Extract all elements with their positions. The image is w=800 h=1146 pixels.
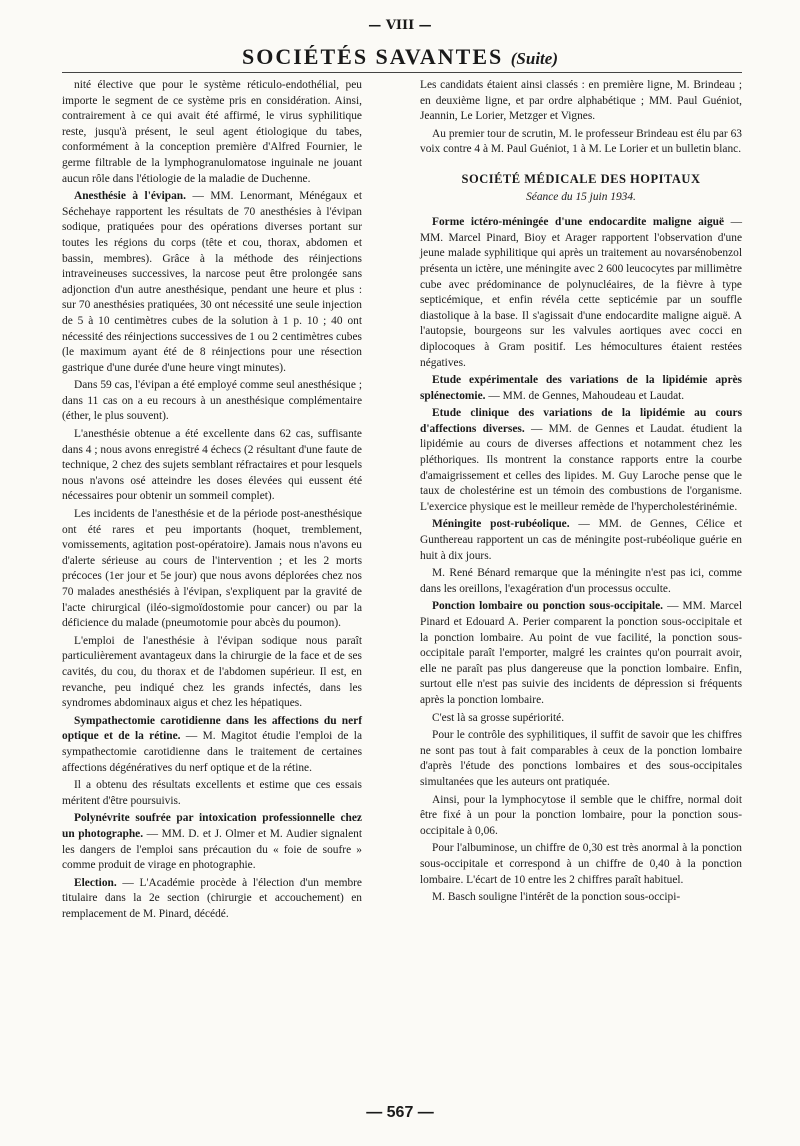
section-title: SOCIÉTÉ MÉDICALE DES HOPITAUX — [461, 171, 701, 186]
paragraph-text: M. René Bénard remarque que la méningite n'est pas ici, comme dans les oreillons, l'exagération d'un processus occulte. — [420, 567, 742, 595]
paragraph-heading: Méningite post-rubéolique. — [432, 518, 570, 531]
paragraph-text: Les candidats étaient ainsi classés : en première ligne, M. Brindeau ; en deuxième ligne, et par ordre alphabétique ; MM. Paul Guéniot, Jeannin, Le Lorier, Metzger et Vignes. — [420, 79, 742, 123]
paragraph — [62, 78, 362, 187]
paragraph-text: Les incidents de l'anesthésie et de la période post-anesthésique ont été rares et peu importants (hoquet, tremblement, vomissements, agitation post-opératoire). Jamais nous n'avons eu d'alerte sérieuse au cours de l'intervention ; et les 2 morts précoces (1er jour et 5e jour) que nous avons déplorées chez nos 70 malades anesthésiés à l'évipan, s'expliquent par la gravité de l'acte chirurgical (iléo-sigmoïdostomie pour cancer) ou par la déficience du malade (pneumotomie pour abcès du poumon). — [62, 508, 362, 630]
left-column — [62, 78, 362, 924]
paragraph — [62, 876, 362, 923]
paragraph-heading: Polynévrite soufrée par intoxication professionnelle chez un photographe. — [62, 812, 362, 840]
paragraph-heading: Etude clinique des variations de la lipidémie au cours d'affections diverses. — [420, 407, 742, 435]
paragraph-heading: Election. — [74, 876, 117, 889]
paragraph — [420, 566, 742, 597]
paragraph — [420, 890, 742, 906]
paragraph-text: Pour le contrôle des syphilitiques, il suffit de savoir que les chiffres ne sont pas tout à fait comparables à ceux de la ponction lombaire d'après l'étude des ponctions lombaires et des sous-occipitales simultanées que les auteurs ont pratiquée. — [420, 729, 742, 788]
paragraph-text: — MM. Marcel Pinard, Bioy et Arager rapportent l'observation d'une jeune malade syphilitique qui après un traitement au novarsénobenzol présenta un ictère, une méningite avec 2 600 leucocytes par millimètre cube avec prédominance de polynucléaires, de la fièvre à type septicémique, et enfin révéla cette septicémie par un souffle diastolique à la base. Il s'agissait d'une endocardite maligne aiguë. A l'autopsie, bourgeons sur les valvules aortiques avec cocci en diplocoques à Gram positif. Les hémocultures étaient restées négatives. — [420, 216, 742, 369]
paragraph — [62, 778, 362, 809]
folio-roman: — VIII — — [368, 18, 432, 33]
paragraph — [62, 378, 362, 425]
paragraph-text: — MM. D. et J. Olmer et M. Audier signalent les dangers de l'emploi sans précaution du « foie de soufre » comme produit de virage en photographie. — [62, 827, 362, 872]
paragraph-text: Ainsi, pour la lymphocytose il semble que le chiffre, normal doit être fixé à un pour la ponction lombaire, pour la ponction sous-occipitale à 0,06. — [420, 793, 742, 837]
paragraph — [420, 406, 742, 515]
paragraph — [420, 373, 742, 404]
paragraph-text: L'emploi de l'anesthésie à l'évipan sodique nous paraît particulièrement avantageux dans la chirurgie de la face et de ses cavités, du cou, du thorax et de l'abdomen supérieur. Il est, en revanche, peu indiqué chez les grands infectés, dans les syndromes abdominaux aigus et chez les hépatiques. — [62, 634, 362, 710]
header-title: SOCIÉTÉS SAVANTES — [242, 44, 504, 69]
paragraph — [420, 728, 742, 790]
page-header — [0, 44, 800, 70]
paragraph — [62, 507, 362, 632]
paragraph-text: — MM. de Gennes, Mahoudeau et Laudat. — [485, 389, 685, 402]
seance-date: Séance du 15 juin 1934. — [526, 190, 636, 203]
header-rule — [62, 72, 742, 73]
right-column — [420, 78, 742, 908]
paragraph — [420, 841, 742, 888]
paragraph-text: — MM. de Gennes, Célice et Gunthereau rapportent un cas de méningite post-rubéolique guérie en huit à dix jours. — [420, 518, 742, 562]
paragraph-text: C'est là sa grosse supériorité. — [432, 711, 565, 724]
paragraph-heading: Ponction lombaire ou ponction sous-occipitale. — [432, 600, 663, 613]
paragraph-heading: Etude expérimentale des variations de la lipidémie après splénectomie. — [420, 374, 742, 402]
header-suite: (Suite) — [510, 49, 558, 68]
paragraph-text: Au premier tour de scrutin, M. le professeur Brindeau est élu par 63 voix contre 4 à M. Paul Guéniot, 1 à M. Le Lorier et un bulletin blanc. — [420, 127, 742, 156]
paragraph — [420, 711, 742, 727]
paragraph — [62, 811, 362, 873]
paragraph-text: — MM. de Gennes et Laudat. étudient la lipidémie au cours de diverses affections et notamment chez les pléthoriques. Ils montrent la constance rapports entre la courbe d'amaigrissement et celles des lipides. M. Guy Laroche pense que le taux de cholestérine est un témoin des combustions de l'organisme. L'exercice physique est le meilleur remède de l'hypercholestérinémie. — [420, 422, 742, 513]
right-column-top — [420, 78, 742, 158]
paragraph — [420, 599, 742, 708]
paragraph-text: Dans 59 cas, l'évipan a été employé comme seul anesthésique ; dans 11 cas on a eu recours à un anesthésique complémentaire (éther, le plus souvent). — [62, 379, 362, 423]
paragraph-text: — MM. Lenormant, Ménégaux et Séchehaye rapportent les résultats de 70 anesthésies à l'évipan sodique, pratiquées pour des opérations diverses portant sur toutes les régions du corps (tête et cou, thorax, abdomen et bassin, membres). Grâce à la méthode des réinjections intraveineuses successives, la narcose peut être prolongée sans adjonction d'un autre anesthésique, pendant une heure et plus : sur 70 anesthésies pratiquées, 30 ont nécessité une seule injection de 5 à 10 centimètres cubes de la solution à 1 p. 10 ; 40 ont nécessité des réinjections successives de 1 ou 2 centimètres cubes (le maximum ayant été de 8 réinjections pour une résection gastrique d'une durée d'une heure vingt minutes). — [62, 190, 362, 374]
paragraph-text: M. Basch souligne l'intérêt de la ponction sous-occipi- — [432, 891, 681, 904]
paragraph — [62, 634, 362, 712]
paragraph — [420, 215, 742, 371]
paragraph-text: nité élective que pour le système réticulo-endothélial, peu importe le segment de ce système pris en considération. Ainsi, contrairement à ce qui avait été affirmé, le virus syphilitique reste, jusqu'à présent, le seul agent étiologique du tabes, conformément à la conception première d'Alfred Fournier, le germe filtrable de la lymphogranulomatose inguinale ne jouant aucun rôle dans l'étiologie de la maladie de Duchenne. — [62, 79, 362, 185]
paragraph — [62, 714, 362, 776]
paragraph-text: Pour l'albuminose, un chiffre de 0,30 est très anormal à la ponction sous-occipitale et correspond à un chiffre de 0,40 à la ponction lombaire. L'écart de 10 entre les 2 chiffres paraît habituel. — [420, 842, 742, 886]
paragraph-text: — M. Magitot étudie l'emploi de la sympathectomie carotidienne dans le traitement de certaines affections dégénératives du nerf optique et de la rétine. — [62, 730, 362, 774]
paragraph-heading: Anesthésie à l'évipan. — [74, 190, 186, 203]
paragraph-text: Il a obtenu des résultats excellents et estime que ces essais méritent d'être poursuivis. — [62, 779, 362, 807]
paragraph — [420, 127, 742, 158]
paragraph-heading: Sympathectomie carotidienne dans les affections du nerf optique et de la rétine. — [62, 714, 362, 743]
paragraph-text: L'anesthésie obtenue a été excellente dans 62 cas, suffisante dans 4 ; nous avons enregistré 4 échecs (2 résultant d'une faute de technique, 2 chez des sujets semblant réfractaires et pour lesquels nous n'avons osé atteindre les doses élevées qui eussent été nécessaires pour obtenir un sommeil complet). — [62, 428, 362, 503]
paragraph — [420, 517, 742, 564]
paragraph-text: — MM. Marcel Pinard et Edouard A. Perier comparent la ponction sous-occipitale et la ponction lombaire. Au point de vue facilité, la ponction sous-occipitale paraît l'emporter, malgré les craintes qu'on pourrait avoir, elle ne paraît pas plus dangereuse que la ponction lombaire. Enfin, surtout elle n'est pas suivie des incidents de dépression si fréquents après la ponction lombaire. — [420, 600, 742, 706]
paragraph-heading: Forme ictéro-méningée d'une endocardite maligne aiguë — [432, 216, 725, 229]
paragraph — [62, 189, 362, 376]
paragraph — [62, 427, 362, 505]
paragraph — [420, 78, 742, 125]
paragraph-text: — L'Académie procède à l'élection d'un membre titulaire dans la 2e section (chirurgie et accouchement) en remplacement de M. Pinard, décédé. — [62, 876, 362, 920]
right-column-main — [420, 215, 742, 906]
paragraph — [420, 793, 742, 840]
page-number: — 567 — — [366, 1104, 434, 1121]
